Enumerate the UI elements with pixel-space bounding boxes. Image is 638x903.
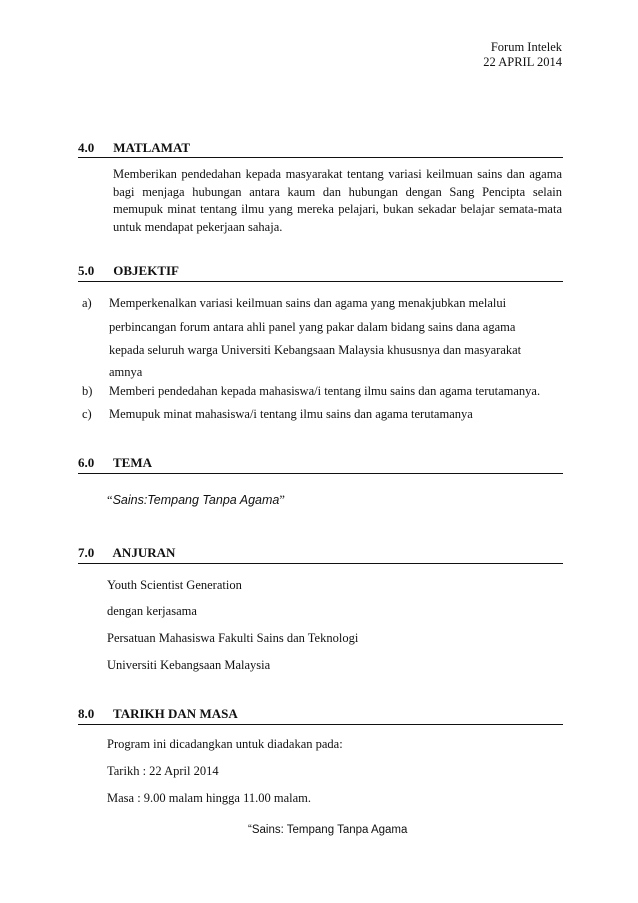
header-forum-name: Forum Intelek (490, 40, 562, 54)
section-heading: MATLAMAT (113, 140, 191, 155)
list-item-letter: b) (82, 384, 93, 398)
section-divider (78, 157, 563, 158)
section-number: 6.0 (78, 455, 95, 470)
list-item-letter: c) (82, 407, 92, 421)
schedule-time: Masa : 9.00 malam hingga 11.00 malam. (107, 791, 312, 805)
section-title-tarikh (78, 706, 238, 722)
section-number: 4.0 (78, 140, 95, 155)
organizer-line: dengan kerjasama (107, 604, 197, 618)
schedule-line: Program ini dicadangkan untuk diadakan pada: (107, 737, 343, 751)
page-footer: “Sains: Tempang Tanpa Agama (248, 824, 408, 836)
list-item-line: amnya (109, 365, 143, 379)
section-number: 7.0 (78, 545, 95, 560)
section-divider (78, 473, 563, 474)
section-divider (78, 724, 563, 725)
theme-line (107, 493, 285, 508)
document-header (483, 40, 562, 70)
section-title-matlamat (78, 140, 190, 156)
section-title-objektif (78, 263, 179, 279)
list-item-line: Memupuk minat mahasiswa/i tentang ilmu sains dan agama terutamanya (109, 407, 473, 421)
section-heading: TARIKH DAN MASA (113, 706, 238, 721)
list-item-line: Memberi pendedahan kepada mahasiswa/i tentang ilmu sains dan agama terutamanya. (109, 384, 541, 398)
header-date: 22 APRIL 2014 (483, 55, 562, 69)
section-heading: TEMA (113, 455, 153, 470)
section-heading: OBJEKTIF (113, 263, 179, 278)
theme-text: Sains:Tempang Tanpa Agama (112, 493, 280, 507)
schedule-date: Tarikh : 22 April 2014 (107, 764, 219, 778)
list-item-line: kepada seluruh warga Universiti Kebangsaan Malaysia khususnya dan masyarakat (109, 343, 522, 357)
section-divider (78, 563, 563, 564)
organizer-line: Youth Scientist Generation (107, 578, 242, 592)
list-item-line: Memperkenalkan variasi keilmuan sains dan agama yang menakjubkan melalui (109, 296, 507, 310)
section-heading: ANJURAN (112, 545, 176, 560)
organizer-line: Persatuan Mahasiswa Fakulti Sains dan Teknologi (107, 631, 359, 645)
organizer-line: Universiti Kebangsaan Malaysia (107, 658, 271, 672)
list-item-line: perbincangan forum antara ahli panel yang pakar dalam bidang sains dana agama (109, 320, 516, 334)
list-item-letter: a) (82, 296, 92, 310)
matlamat-paragraph: Memberikan pendedahan kepada masyarakat tentang variasi keilmuan sains dan agama bagi menjaga hubungan antara kaum dan hubungan dengan Sang Pencipta selain memupuk minat tentang ilmu yang mereka pelajari, bukan sekadar belajar semata-mata untuk mendapat pekerjaan sahaja. (113, 167, 562, 234)
section-divider (78, 281, 563, 282)
section-number: 8.0 (78, 706, 95, 721)
section-title-anjuran (78, 545, 175, 561)
theme-open-quote: “ (107, 493, 113, 507)
theme-close-quote: ” (279, 493, 285, 507)
section-number: 5.0 (78, 263, 95, 278)
section-title-tema (78, 455, 152, 471)
